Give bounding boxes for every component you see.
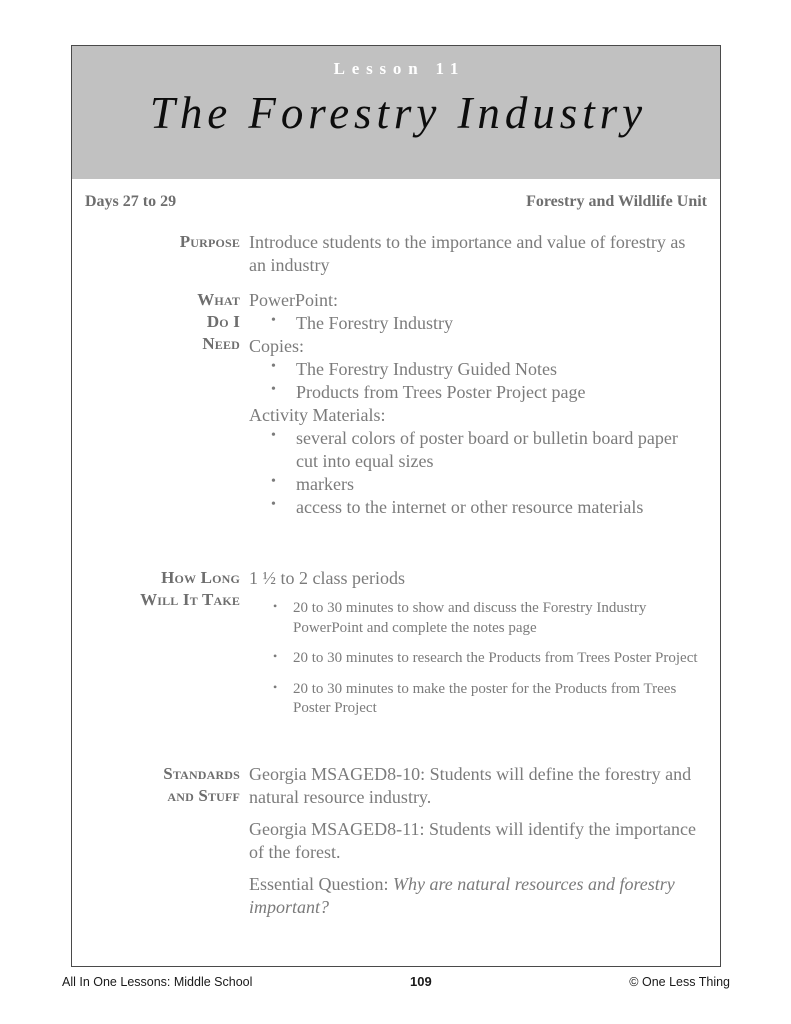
bullet-list bbox=[249, 312, 704, 335]
footer-copyright: © One Less Thing bbox=[629, 975, 730, 989]
subheader-row bbox=[72, 179, 720, 211]
standard-paragraph: Georgia MSAGED8-11: Students will identify the importance of the forest. bbox=[249, 818, 696, 862]
unit-name: Forestry and Wildlife Unit bbox=[526, 193, 707, 210]
purpose-paragraph: Introduce students to the importance and value of forestry as an industry bbox=[249, 232, 686, 276]
section-body-purpose bbox=[249, 231, 720, 277]
section-standards-and-stuff bbox=[72, 763, 720, 919]
standard-paragraph: Georgia MSAGED8-10: Students will define the forestry and natural resource industry. bbox=[249, 763, 692, 807]
duration-lead: 1 ½ to 2 class periods bbox=[249, 568, 405, 589]
list-item: • access to the internet or other resource materials bbox=[249, 496, 704, 519]
page-footer bbox=[62, 974, 730, 989]
section-label-standards-and-stuff bbox=[72, 763, 249, 807]
footer-page-number: 109 bbox=[409, 974, 432, 989]
group-heading: PowerPoint: bbox=[249, 290, 339, 311]
list-item: • several colors of poster board or bulletin board paper cut into equal sizes bbox=[249, 427, 704, 473]
group-heading: Activity Materials: bbox=[249, 405, 386, 426]
page-title: The Forestry Industry bbox=[149, 87, 648, 138]
section-how-long-will-it-take bbox=[72, 567, 720, 730]
lesson-page bbox=[71, 45, 721, 967]
label-line: and Stuff bbox=[167, 786, 240, 805]
label-line: Need bbox=[202, 334, 240, 354]
label-line: Will It Take bbox=[140, 590, 240, 610]
section-label-how-long-will-it-take bbox=[72, 567, 249, 611]
lesson-number: Lesson 11 bbox=[333, 59, 466, 78]
section-what-do-i-need bbox=[72, 289, 720, 519]
list-item: • 20 to 30 minutes to make the poster for the Products from Trees Poster Project bbox=[249, 680, 704, 719]
list-item: • The Forestry Industry bbox=[249, 312, 704, 335]
bullet-list bbox=[249, 427, 704, 519]
footer-series-title: All In One Lessons: Middle School bbox=[62, 975, 253, 989]
bullet-list-duration bbox=[249, 599, 704, 719]
lesson-sections bbox=[72, 211, 720, 919]
materials-group-powerpoint bbox=[249, 289, 704, 335]
essential-question-text: Why are natural resources and forestry important? bbox=[249, 874, 675, 918]
section-body-what-do-i-need bbox=[249, 289, 720, 519]
list-item: • markers bbox=[249, 473, 704, 496]
list-item: • 20 to 30 minutes to research the Products from Trees Poster Project bbox=[249, 649, 704, 669]
materials-group-activity bbox=[249, 404, 704, 519]
materials-group-copies bbox=[249, 335, 704, 404]
bullet-list bbox=[249, 358, 704, 404]
group-heading: Copies: bbox=[249, 336, 305, 357]
list-item: • The Forestry Industry Guided Notes bbox=[249, 358, 704, 381]
list-item: • Products from Trees Poster Project page bbox=[249, 381, 704, 404]
label-line: What bbox=[197, 290, 240, 310]
section-body-standards-and-stuff bbox=[249, 763, 720, 919]
list-item: • 20 to 30 minutes to show and discuss the Forestry Industry PowerPoint and complete the notes page bbox=[249, 599, 704, 638]
section-label-what-do-i-need bbox=[72, 289, 249, 355]
label-line: How Long bbox=[161, 568, 240, 588]
label-line: Do I bbox=[206, 312, 240, 332]
label-line: Standards bbox=[163, 763, 240, 783]
section-purpose bbox=[72, 231, 720, 277]
section-label-purpose: Purpose bbox=[179, 232, 240, 251]
essential-question bbox=[249, 873, 704, 919]
section-body-how-long-will-it-take bbox=[249, 567, 720, 730]
days-range: Days 27 to 29 bbox=[85, 193, 177, 210]
lesson-header-band bbox=[72, 46, 720, 179]
essential-question-label: Essential Question: bbox=[249, 874, 389, 895]
